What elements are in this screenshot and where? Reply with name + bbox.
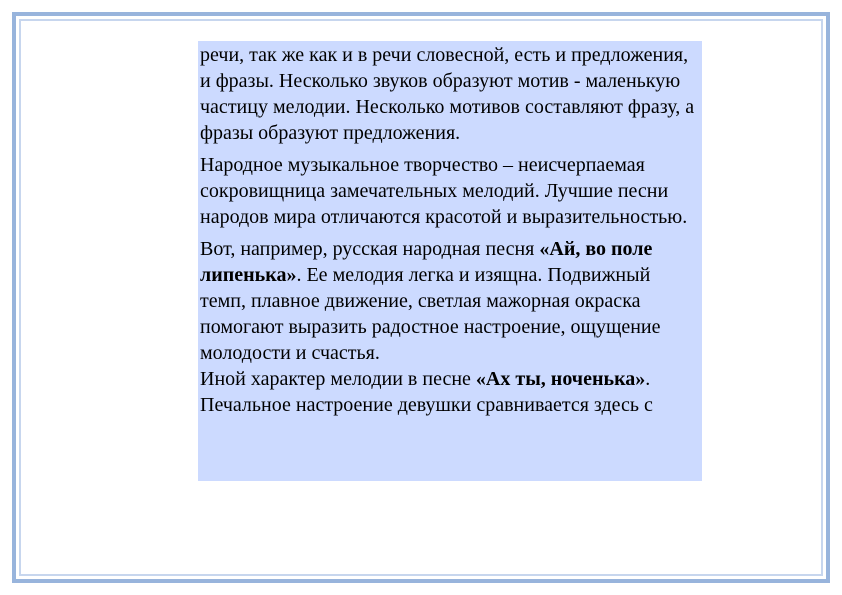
text-block bbox=[198, 41, 702, 481]
paragraph-1-text: речи, так же как и в речи словесной, есть и предложения, и фразы. Несколько звуков образуют мотив - маленькую частицу мелодии. Несколько мотивов составляют фразу, а фразы образуют предложения. bbox=[200, 44, 695, 144]
paragraph-2-text: Народное музыкальное творчество – неисчерпаемая сокровищница замечательных мелодий. Лучшие песни народов мира отличаются красотой и выразительностью. bbox=[200, 154, 688, 228]
paragraph-4-rest: . Печальное настроение девушки сравнивается здесь с bbox=[200, 368, 653, 416]
paragraph-4 bbox=[200, 366, 700, 418]
paragraph-3 bbox=[200, 236, 700, 366]
paragraph-3-rest: . Ее мелодия легка и изящна. Подвижный темп, плавное движение, светлая мажорная окраска помогают выразить радостное настроение, ощущение молодости и счастья. bbox=[200, 264, 661, 364]
paragraph-1 bbox=[200, 42, 700, 146]
paragraph-2 bbox=[200, 152, 700, 230]
song-title-lipenka: «Ай, во поле липенька» bbox=[200, 238, 653, 286]
paragraph-3-lead: Вот, например, русская народная песня bbox=[200, 238, 540, 260]
song-title-nochenka: «Ах ты, ноченька» bbox=[475, 368, 646, 390]
paragraph-4-lead: Иной характер мелодии в песне bbox=[200, 368, 476, 390]
